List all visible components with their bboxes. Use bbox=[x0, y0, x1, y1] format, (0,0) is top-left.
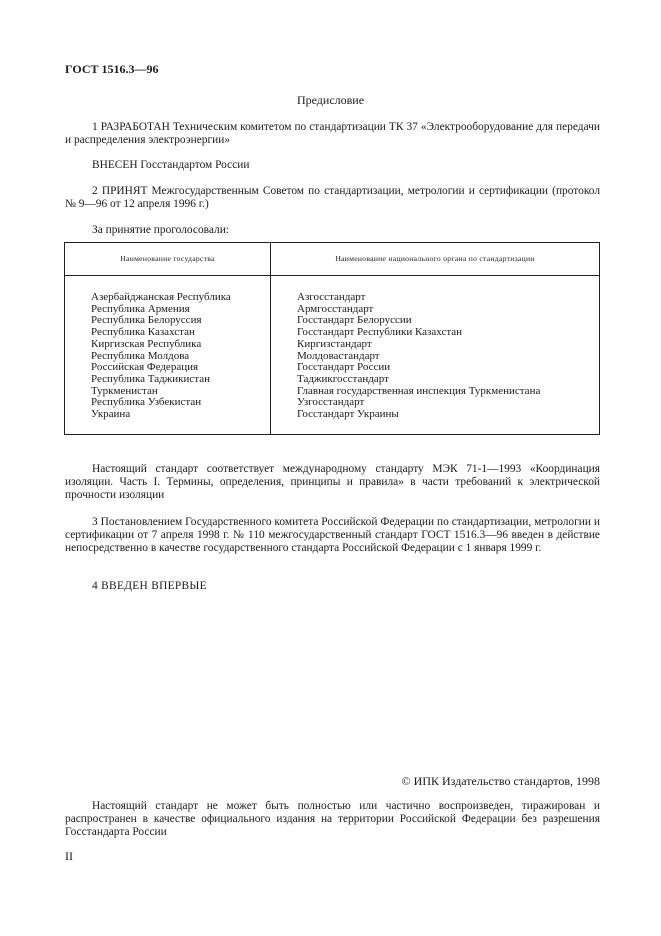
table-cell-body: Азгосстандарт bbox=[297, 291, 366, 303]
table-column-divider bbox=[270, 243, 271, 434]
table-cell-state: Киргизская Республика bbox=[91, 337, 202, 350]
table-cell-body: Главная государственная инспекция Туркменистана bbox=[297, 384, 541, 397]
copyright-notice: © ИПК Издательство стандартов, 1998 bbox=[401, 774, 600, 788]
table-cell-state: Республика Молдова bbox=[91, 349, 190, 362]
table-cell-body: Армгосстандарт bbox=[297, 302, 374, 315]
voting-table bbox=[64, 242, 600, 435]
table-cell-state: Азербайджанская Республика bbox=[91, 291, 231, 303]
table-header-state: Наименование государства bbox=[120, 254, 215, 263]
table-cell-body: Госстандарт России bbox=[297, 361, 391, 374]
table-column-bodies bbox=[297, 292, 540, 421]
document-code: ГОСТ 1516.3—96 bbox=[65, 62, 159, 76]
table-cell-body: Госстандарт Республики Казахстан bbox=[297, 326, 463, 339]
table-cell-state: Украина bbox=[91, 408, 131, 421]
table-cell-state: Российская Федерация bbox=[91, 361, 199, 374]
adopted-paragraph: 2 ПРИНЯТ Межгосударственным Советом по стандартизации, метрологии и сертификации (протокол № 9—96 от 12 апреля 1996 г.) bbox=[65, 185, 600, 210]
developed-paragraph: 1 РАЗРАБОТАН Техническим комитетом по стандартизации ТК 37 «Электрооборудование для передачи и распределения электроэнергии» bbox=[65, 121, 600, 146]
table-cell-body: Киргизстандарт bbox=[297, 337, 372, 350]
table-cell-state: Туркменистан bbox=[91, 384, 158, 397]
table-cell-state: Республика Армения bbox=[91, 302, 190, 315]
first-time-paragraph: 4 ВВЕДЕН ВПЕРВЫЕ bbox=[92, 580, 207, 592]
table-cell-body: Молдовастандарт bbox=[297, 349, 380, 362]
voted-intro: За принятие проголосовали: bbox=[92, 224, 229, 236]
table-cell-body: Узгосстандарт bbox=[297, 396, 365, 409]
decree-paragraph: 3 Постановлением Государственного комитета Российской Федерации по стандартизации, метрологии и сертификации от 7 апреля 1998 г. № 110 межгосударственный стандарт ГОСТ 1516.3—96 введен в действие непосредственно в качестве государственного стандарта Российской Федерации с 1 января 1999 г. bbox=[65, 516, 600, 554]
reproduction-notice: Настоящий стандарт не может быть полностью или частично воспроизведен, тиражирован и распространен в качестве официального издания на территории Российской Федерации без разрешения Госстандарта России bbox=[65, 800, 600, 838]
table-column-states bbox=[91, 292, 231, 421]
table-cell-state: Республика Казахстан bbox=[91, 326, 195, 339]
table-cell-state: Республика Узбекистан bbox=[91, 396, 202, 409]
table-cell-body: Госстандарт Украины bbox=[297, 408, 399, 421]
conformity-paragraph: Настоящий стандарт соответствует международному стандарту МЭК 71-1—1993 «Координация изоляции. Часть I. Термины, определения, принципы и правила» в части требований к электрической прочности изоляции bbox=[65, 463, 600, 501]
table-cell-body: Госстандарт Белоруссии bbox=[297, 314, 412, 327]
table-header-body: Наименование национального органа по стандартизации bbox=[335, 254, 535, 263]
table-cell-state: Республика Таджикистан bbox=[91, 372, 210, 385]
introduced-paragraph: ВНЕСЕН Госстандартом России bbox=[92, 159, 250, 171]
table-cell-body: Таджикгосстандарт bbox=[297, 372, 389, 385]
table-header-divider bbox=[65, 275, 599, 276]
page-number: II bbox=[65, 849, 73, 863]
page-title: Предисловие bbox=[296, 93, 365, 107]
table-cell-state: Республика Белоруссия bbox=[91, 314, 202, 327]
